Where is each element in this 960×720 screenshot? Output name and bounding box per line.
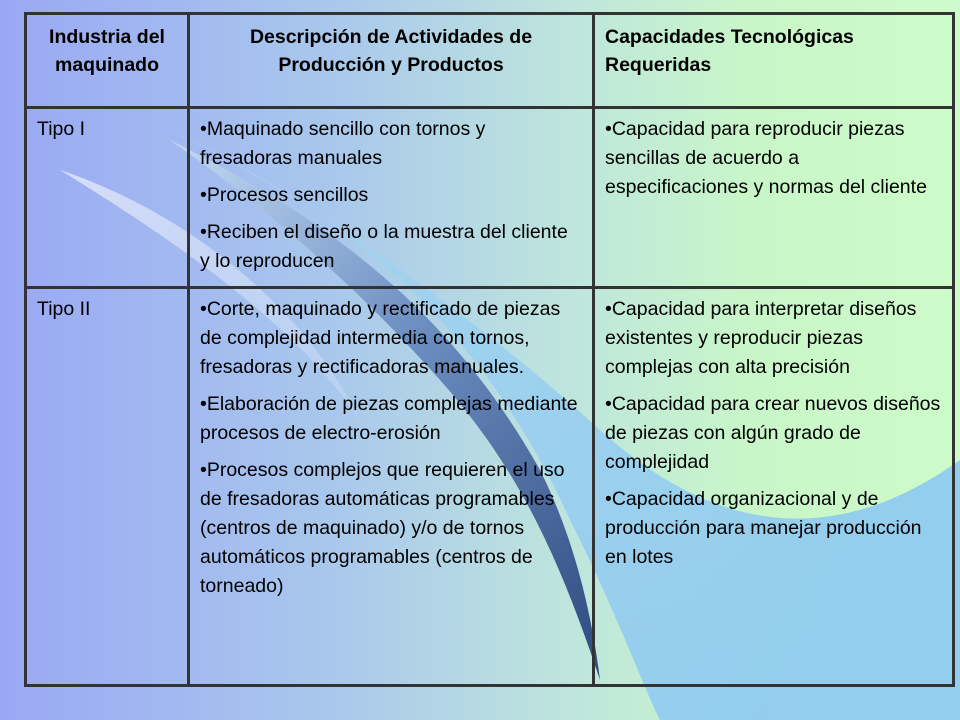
capability-item: •Capacidad organizacional y de producción para manejar producción en lotes <box>605 488 922 568</box>
row-type-cell: Tipo I <box>26 108 189 288</box>
maquinado-table <box>24 12 955 687</box>
header-capacidades: Capacidades Tecnológicas Requeridas <box>594 14 954 108</box>
activity-item: •Maquinado sencillo con tornos y fresadoras manuales <box>200 118 486 169</box>
activity-item: •Procesos sencillos <box>200 184 369 206</box>
capability-item: •Capacidad para crear nuevos diseños de piezas con algún grado de complejidad <box>605 393 941 473</box>
header-descripcion: Descripción de Actividades de Producción y Productos <box>189 14 594 108</box>
table-row <box>26 108 954 288</box>
capability-item: •Capacidad para interpretar diseños existentes y reproducir piezas complejas con alta precisión <box>605 298 917 378</box>
activity-item: •Procesos complejos que requieren el uso de fresadoras automáticas programables (centros de maquinado) y/o de tornos automáticos programables (centros de torneado) <box>200 459 565 597</box>
capability-item: •Capacidad para reproducir piezas sencillas de acuerdo a especificaciones y normas del cliente <box>605 118 927 198</box>
activity-item: •Elaboración de piezas complejas mediante procesos de electro-erosión <box>200 393 578 444</box>
row-type-cell: Tipo II <box>26 288 189 686</box>
capabilities-cell <box>594 288 954 686</box>
header-industria: Industria del maquinado <box>26 14 189 108</box>
activities-cell <box>189 288 594 686</box>
table-row <box>26 288 954 686</box>
activity-item: •Reciben el diseño o la muestra del cliente y lo reproducen <box>200 221 568 272</box>
activities-cell <box>189 108 594 288</box>
activity-item: •Corte, maquinado y rectificado de piezas de complejidad intermedia con tornos, fresadoras y rectificadoras manuales. <box>200 298 561 378</box>
table-header-row <box>26 14 954 108</box>
capabilities-cell <box>594 108 954 288</box>
